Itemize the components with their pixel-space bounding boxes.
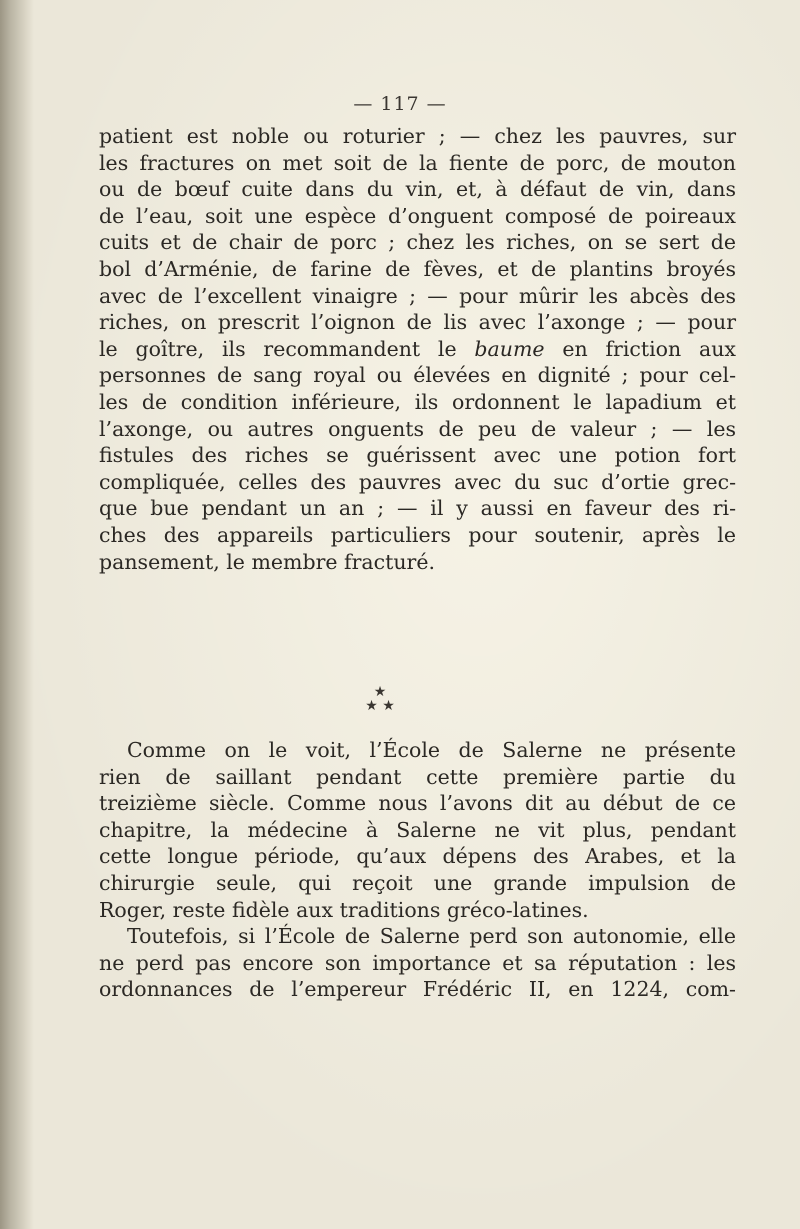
text-line: les de condition inférieure, ils ordonnent le lapadium et bbox=[99, 389, 736, 414]
text-line: personnes de sang royal ou élevées en dignité ; pour cel- bbox=[99, 363, 736, 388]
text-line: les fractures on met soit de la fiente de porc, de mouton bbox=[99, 150, 736, 175]
text-line: Comme on le voit, l’École de Salerne ne présente bbox=[127, 738, 736, 762]
text-line: ches des appareils particuliers pour soutenir, après le bbox=[99, 522, 736, 547]
text-line: rien de saillant pendant cette première partie du bbox=[99, 764, 736, 789]
text-line: avec de l’excellent vinaigre ; — pour mûrir les abcès des bbox=[99, 283, 736, 308]
text-line: ne perd pas encore son importance et sa réputation : les bbox=[99, 950, 736, 975]
text-line: cette longue période, qu’aux dépens des Arabes, et la bbox=[99, 844, 736, 869]
text-line: Roger, reste fidèle aux traditions gréco-latines. bbox=[99, 897, 589, 922]
asterism-separator bbox=[350, 685, 410, 713]
text-line: compliquée, celles des pauvres avec du suc d’ortie grec- bbox=[99, 469, 736, 494]
text-line: riches, on prescrit l’oignon de lis avec l’axonge ; — pour bbox=[99, 310, 736, 335]
text-line: ou de bœuf cuite dans du vin, et, à défaut de vin, dans bbox=[99, 177, 736, 202]
text-line: bol d’Arménie, de farine de fèves, et de plantins broyés bbox=[99, 256, 736, 281]
asterism-bottom-stars: ★ ★ bbox=[365, 698, 395, 714]
asterism-top-star: ★ bbox=[373, 684, 387, 700]
emphasis-word: baume bbox=[474, 336, 545, 361]
binding-shadow bbox=[0, 0, 34, 1229]
paragraph-fractures-remedies bbox=[99, 123, 736, 575]
text-line: l’axonge, ou autres onguents de peu de valeur ; — les bbox=[99, 416, 736, 441]
page-number: — 117 — bbox=[353, 93, 447, 115]
text-line: le goître, ils recommandent le baume en friction aux bbox=[99, 336, 736, 361]
text-line: Toutefois, si l’École de Salerne perd son autonomie, elle bbox=[127, 924, 736, 949]
text-line: chapitre, la médecine à Salerne ne vit plus, pendant bbox=[99, 817, 736, 842]
text-line: de l’eau, soit une espèce d’onguent composé de poireaux bbox=[99, 203, 736, 228]
text-line: que bue pendant un an ; — il y aussi en faveur des ri- bbox=[99, 496, 736, 521]
text-line: chirurgie seule, qui reçoit une grande impulsion de bbox=[99, 870, 736, 895]
text-line: treizième siècle. Comme nous l’avons dit au début de ce bbox=[99, 791, 736, 816]
text-line: ordonnances de l’empereur Frédéric II, en 1224, com- bbox=[99, 977, 736, 1002]
paragraph-salerne-school bbox=[99, 737, 736, 1003]
text-line: patient est noble ou roturier ; — chez les pauvres, sur bbox=[99, 124, 736, 148]
text-line: pansement, le membre fracturé. bbox=[99, 549, 436, 574]
text-line: cuits et de chair de porc ; chez les riches, on se sert de bbox=[99, 230, 736, 255]
text-line: fistules des riches se guérissent avec une potion fort bbox=[99, 443, 736, 468]
